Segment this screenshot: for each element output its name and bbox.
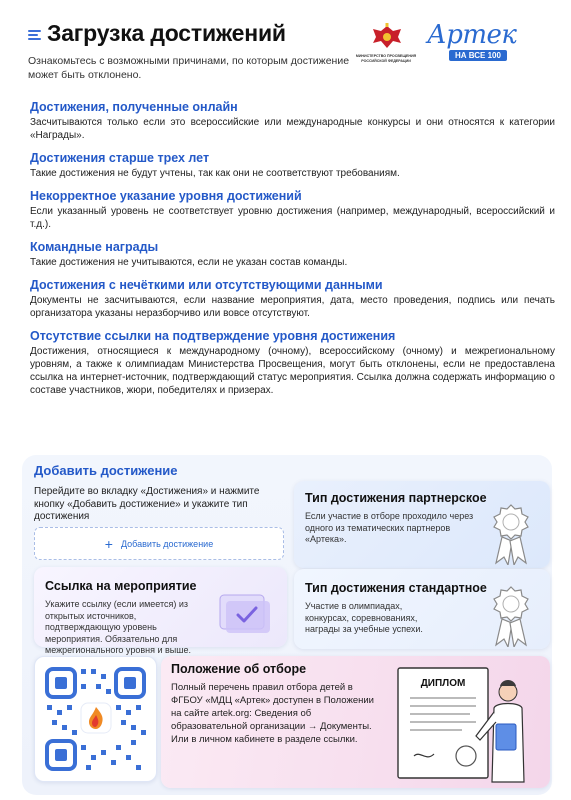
- reasons-list: [30, 100, 555, 406]
- add-achievement-button[interactable]: [34, 527, 284, 560]
- diploma-illustration: [390, 664, 540, 784]
- verified-document-icon: [212, 591, 276, 637]
- add-instructions: Перейдите во вкладку «Достижения» и нажмите кнопку «Добавить достижение» и укажите тип достижения: [34, 486, 260, 522]
- section-title: Командные награды: [30, 240, 159, 254]
- award-rosette-icon: [488, 585, 534, 647]
- card-text: Укажите ссылку (если имеется) из открытых источников, подтверждающую уровень мероприятия. Обязательно для межрегионального уровня и выше.: [45, 599, 191, 655]
- add-button-label: Добавить достижение: [120, 538, 214, 549]
- section-text: Документы не засчитываются, если название мероприятия, дата, место проведения, подпись или печать организатора указаны неразборчиво или вовсе отсутствуют.: [30, 295, 555, 319]
- card-title: Положение об отборе: [171, 662, 307, 676]
- qr-code[interactable]: [35, 657, 156, 781]
- reason-online: [30, 100, 555, 142]
- coat-of-arms-icon: [367, 22, 407, 52]
- reason-no-link: [30, 329, 555, 397]
- qr-code-card[interactable]: [34, 656, 157, 782]
- section-text: Если указанный уровень не соответствует уровню достижения (например, международный, всероссийский и т.д.).: [30, 206, 555, 230]
- section-title: Некорректное указание уровня достижений: [30, 189, 302, 203]
- diploma-label: ДИПЛОМ: [420, 678, 466, 689]
- plus-icon: +: [104, 535, 113, 552]
- section-title: Достижения старше трех лет: [30, 151, 210, 165]
- card-text: Полный перечень правил отбора детей в ФГБОУ «МДЦ «Артек» доступен в Положении на сайте artek.org: Сведения об образовательной организации → Документы. Или в личном кабинете в разделе ссылки.: [171, 682, 374, 745]
- list-icon: [28, 28, 43, 42]
- artek-slogan: НА ВСЕ 100: [449, 50, 507, 61]
- section-title: Достижения с нечёткими или отсутствующими данными: [30, 278, 383, 292]
- section-text: Достижения, относящиеся к международному (очному), всероссийскому (очному) и межрегиональному уровням, а также к олимпиадам Министерства Просвещения, могут быть отклонены, если не предоставлена ссылка на интернет-источник, подтверждающий статус мероприятия. Ссылка должна содержать информацию о составе участников, жюри, победителях и призерах.: [30, 346, 555, 396]
- add-title: Добавить достижение: [34, 463, 178, 478]
- card-title: Тип достижения стандартное: [305, 581, 487, 595]
- header: [28, 20, 358, 82]
- card-standard-type: [294, 569, 550, 649]
- reason-old: [30, 151, 555, 180]
- card-title: Тип достижения партнерское: [305, 491, 487, 505]
- section-text: Такие достижения не будут учтены, так как они не соответствуют требованиям.: [30, 168, 400, 179]
- card-text: Участие в олимпиадах, конкурсах, соревнованиях, награды за учебные успехи.: [305, 601, 423, 634]
- section-text: Такие достижения не учитываются, если не указан состав команды.: [30, 257, 348, 268]
- section-title: Достижения, полученные онлайн: [30, 100, 238, 114]
- artek-logo: Артек: [427, 20, 517, 50]
- intro-text: Ознакомьтесь с возможными причинами, по которым достижение может быть отклонено.: [28, 55, 350, 81]
- reason-team: [30, 240, 555, 269]
- card-partner-type: [294, 481, 550, 568]
- award-rosette-icon: [488, 503, 534, 565]
- reason-level: [30, 189, 555, 231]
- card-event-link: [34, 567, 287, 655]
- add-achievement-panel: [22, 455, 552, 795]
- section-text: Засчитываются только если это всероссийские или международные конкурсы и они относятся к категории «Награды».: [30, 117, 555, 141]
- section-title: Отсутствие ссылки на подтверждение уровня достижения: [30, 329, 396, 343]
- card-selection-regulation: [161, 656, 550, 788]
- reason-unclear: [30, 278, 555, 320]
- card-title: Ссылка на мероприятие: [45, 579, 197, 593]
- page-title: Загрузка достижений: [47, 20, 286, 46]
- ministry-label: МИНИСТЕРСТВО ПРОСВЕЩЕНИЯ РОССИЙСКОЙ ФЕДЕРАЦИИ: [355, 54, 417, 63]
- logos: [349, 20, 549, 70]
- card-text: Если участие в отборе проходило через одного из тематических партнеров «Артека».: [305, 511, 474, 544]
- title-row: [28, 20, 358, 47]
